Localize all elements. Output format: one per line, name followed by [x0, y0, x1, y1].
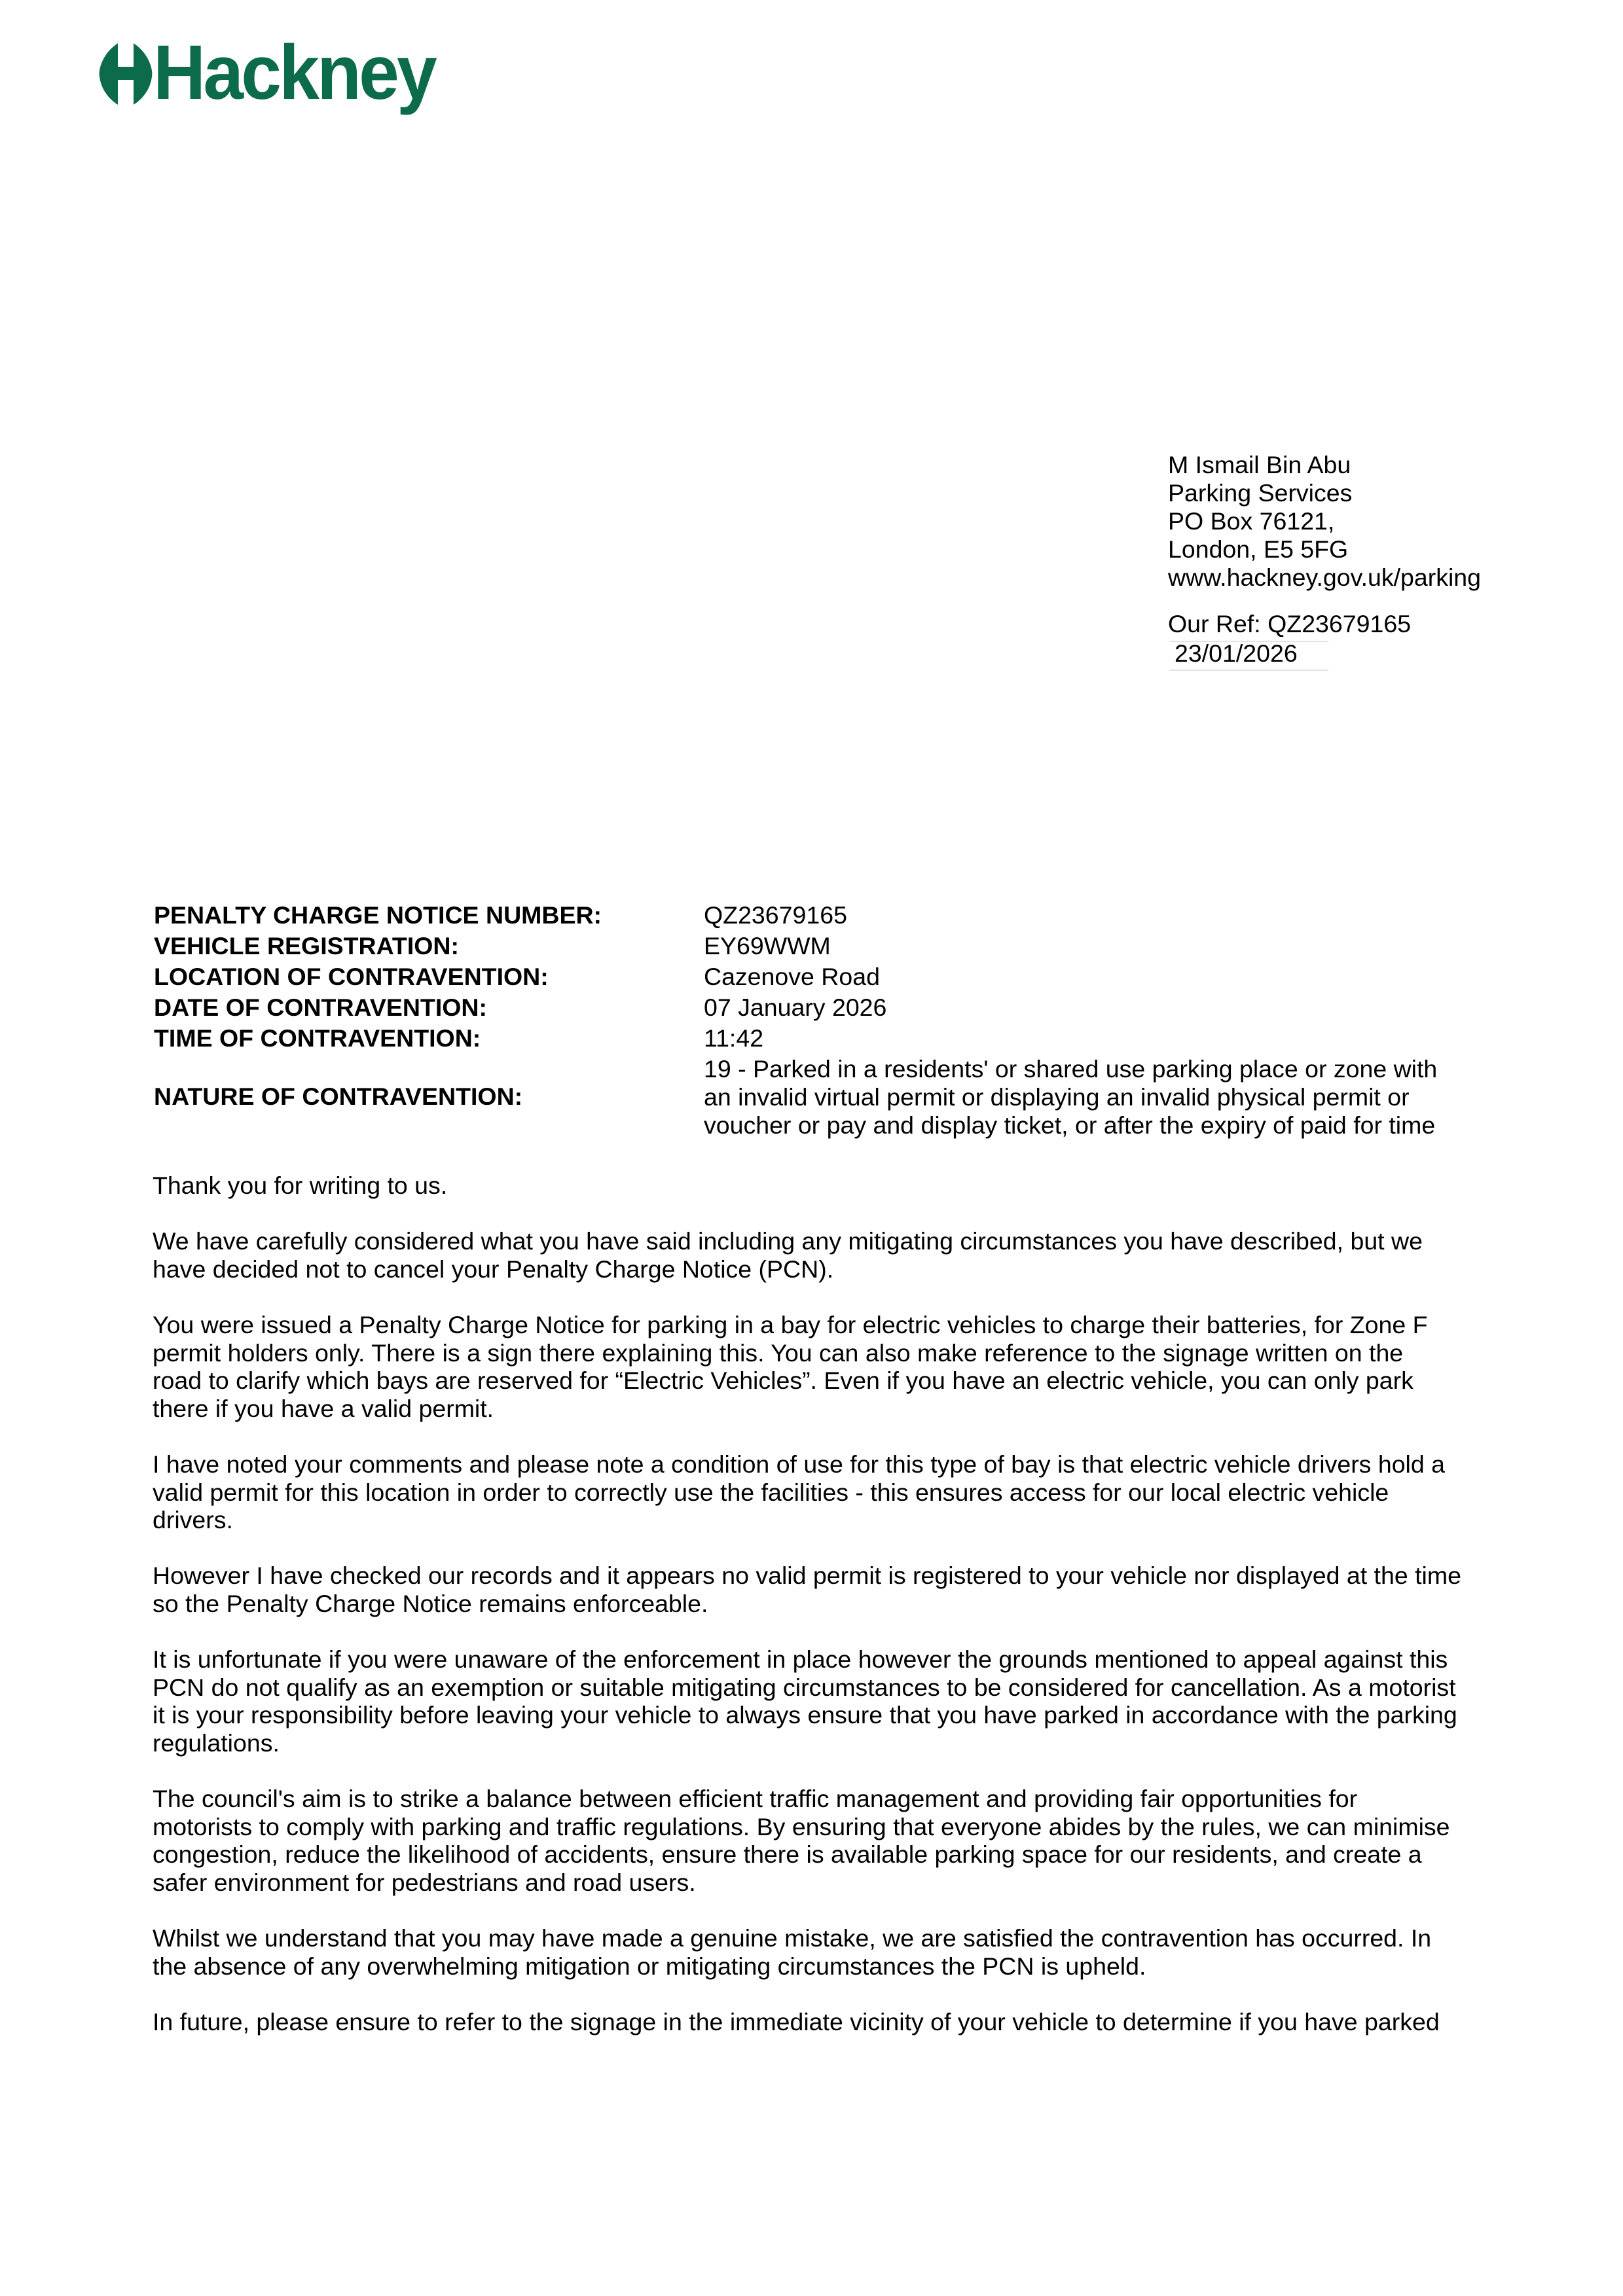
letter-date: 23/01/2026	[1175, 639, 1298, 667]
text-line: It is unfortunate if you were unaware of the enforcement in place however the grounds mentioned to appeal against this	[153, 1645, 1448, 1674]
text-line: Whilst we understand that you may have made a genuine mistake, we are satisfied the contravention has occurred. In	[153, 1924, 1432, 1952]
paragraph-council-aim	[153, 1785, 1488, 1896]
nature-line: voucher or pay and display ticket, or after the expiry of paid for time	[704, 1111, 1436, 1139]
text-line: have decided not to cancel your Penalty Charge Notice (PCN).	[153, 1255, 834, 1283]
detail-label: TIME OF CONTRAVENTION:	[154, 1024, 481, 1052]
detail-label: LOCATION OF CONTRAVENTION:	[154, 963, 549, 990]
text-line: I have noted your comments and please note a condition of use for this type of bay is that electric vehicle drivers hold a	[153, 1450, 1446, 1478]
text-line: the absence of any overwhelming mitigation or mitigating circumstances the PCN is upheld.	[153, 1952, 1146, 1980]
sender-po-box: PO Box 76121,	[1168, 507, 1335, 535]
detail-row-vehicle-registration	[154, 931, 1470, 961]
paragraph-comments	[153, 1450, 1488, 1534]
sender-department: Parking Services	[1168, 479, 1353, 507]
text-line: it is your responsibility before leaving your vehicle to always ensure that you have parked in accordance with the parking	[153, 1701, 1457, 1729]
text-line: regulations.	[153, 1729, 280, 1757]
text-line: road to clarify which bays are reserved for “Electric Vehicles”. Even if you have an electric vehicle, you can only park	[153, 1367, 1413, 1395]
text-line: there if you have a valid permit.	[153, 1394, 494, 1422]
hackney-logo	[98, 29, 465, 116]
paragraph-records	[153, 1562, 1488, 1617]
detail-label: DATE OF CONTRAVENTION:	[154, 994, 487, 1021]
text-line: PCN do not qualify as an exemption or suitable mitigating circumstances to be considered for cancellation. As a motorist	[153, 1673, 1456, 1701]
sender-website-link[interactable]: www.hackney.gov.uk/parking	[1168, 564, 1482, 591]
text-line: In future, please ensure to refer to the signage in the immediate vicinity of your vehicle to determine if you have parked	[153, 2007, 1440, 2036]
nature-line: 19 - Parked in a residents' or shared use parking place or zone with	[704, 1055, 1438, 1083]
nature-value	[704, 1055, 1437, 1139]
contravention-time-value: 11:42	[704, 1024, 764, 1052]
pcn-number-value: QZ23679165	[704, 901, 847, 929]
date-divider-bottom	[1169, 670, 1328, 671]
text-line: motorists to comply with parking and traffic regulations. By ensuring that everyone abides by the rules, we can minimise	[153, 1812, 1450, 1840]
text-line: Thank you for writing to us.	[153, 1172, 448, 1199]
detail-row-pcn-number	[154, 900, 1470, 931]
letter-body	[153, 1172, 1488, 2064]
detail-label: VEHICLE REGISTRATION:	[154, 932, 459, 960]
paragraph-issued	[153, 1311, 1488, 1422]
contravention-date-value: 07 January 2026	[704, 994, 887, 1021]
sender-address	[1168, 451, 1481, 592]
detail-label: PENALTY CHARGE NOTICE NUMBER:	[154, 901, 602, 929]
hackney-h-emblem-icon	[98, 41, 153, 106]
text-line: so the Penalty Charge Notice remains enforceable.	[153, 1589, 708, 1617]
pcn-details-table	[154, 900, 1470, 1139]
detail-row-date	[154, 992, 1470, 1023]
paragraph-grounds	[153, 1645, 1488, 1757]
text-line: We have carefully considered what you have said including any mitigating circumstances you have described, but we	[153, 1227, 1423, 1255]
text-line: The council's aim is to strike a balance between efficient traffic management and providing fair opportunities for	[153, 1785, 1358, 1813]
detail-row-time	[154, 1023, 1470, 1054]
paragraph-decision	[153, 1227, 1488, 1283]
detail-row-location	[154, 961, 1470, 992]
paragraph-upheld	[153, 1924, 1488, 1980]
text-line: congestion, reduce the likelihood of accidents, ensure there is available parking space for our residents, and create a	[153, 1840, 1422, 1869]
text-line: valid permit for this location in order to correctly use the facilities - this ensures access for our local electric vehicle	[153, 1478, 1389, 1506]
text-line: drivers.	[153, 1506, 233, 1534]
text-line: permit holders only. There is a sign there explaining this. You can also make reference to the signage written on the	[153, 1338, 1404, 1367]
sender-name: M Ismail Bin Abu	[1168, 451, 1351, 478]
text-line: safer environment for pedestrians and road users.	[153, 1868, 696, 1896]
text-line: However I have checked our records and it appears no valid permit is registered to your vehicle nor displayed at the time	[153, 1562, 1461, 1590]
our-reference: Our Ref: QZ23679165	[1168, 610, 1412, 637]
sender-city-postcode: London, E5 5FG	[1168, 535, 1349, 563]
detail-row-nature	[154, 1054, 1470, 1139]
hackney-wordmark: Hackney	[153, 29, 435, 116]
detail-label: NATURE OF CONTRAVENTION:	[154, 1083, 523, 1110]
text-line: You were issued a Penalty Charge Notice for parking in a bay for electric vehicles to charge their batteries, for Zone F	[153, 1310, 1428, 1338]
vehicle-registration-value: EY69WWM	[704, 932, 831, 960]
nature-line: an invalid virtual permit or displaying an invalid physical permit or	[704, 1083, 1410, 1111]
paragraph-thanks	[153, 1172, 1488, 1200]
paragraph-future	[153, 2008, 1488, 2036]
location-value: Cazenove Road	[704, 963, 880, 990]
